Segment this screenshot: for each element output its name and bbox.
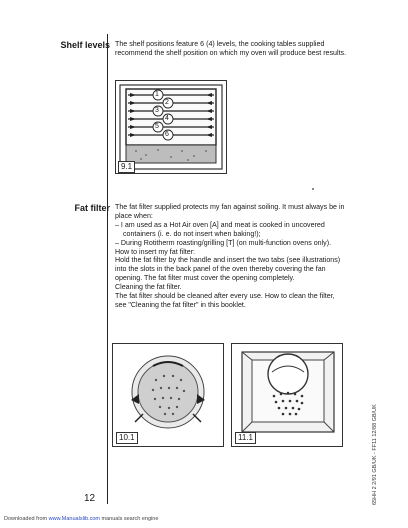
fat-filter-intro: The fat filter supplied protects my fan against soiling. It must always be in place when: <box>115 203 345 220</box>
shelf-levels-heading: Shelf levels <box>60 40 110 50</box>
fat-filter-bullet-1: – I am used as a Hot Air oven [A] and meat is cooked in uncovered containers (i. e. do not insert when baking!); <box>115 220 325 238</box>
footer-link[interactable]: www.Manualslib.com <box>48 516 100 522</box>
level-6-label: 6 <box>165 131 169 138</box>
figure-9-1-label: 9.1 <box>118 161 135 173</box>
fat-filter-illustration <box>113 344 223 446</box>
level-4-label: 4 <box>165 115 169 122</box>
level-5-label: 5 <box>155 123 159 130</box>
shelf-levels-paragraph: The shelf positions feature 6 (4) levels, the cooking tables supplied recommend the shelf position on which my oven will produce best results. <box>115 40 347 57</box>
figure-10-1-label: 10.1 <box>116 432 138 444</box>
speck <box>312 188 314 190</box>
fat-filter-text <box>115 203 347 310</box>
footer-prefix: Downloaded from <box>4 516 49 522</box>
shelf-levels-figure <box>115 80 227 174</box>
shelf-levels-text <box>115 40 347 58</box>
level-3-label: 3 <box>155 107 159 114</box>
download-footer <box>4 516 158 522</box>
column-divider <box>107 34 108 504</box>
level-markers <box>116 81 226 173</box>
level-1-label: 1 <box>155 91 159 98</box>
level-2-label: 2 <box>165 99 169 106</box>
cleaning-text: The fat filter should be cleaned after every use. How to clean the filter, see "Cleaning the fat filter" in this booklet. <box>115 292 335 309</box>
oven-with-filter-illustration <box>232 344 342 446</box>
figure-11-1-label: 11.1 <box>235 432 256 444</box>
fat-filter-bullet-2: – During Rotitherm roasting/grilling [T] (on multi-function ovens only). <box>115 238 332 247</box>
cleaning-heading: Cleaning the fat filter. <box>115 283 182 292</box>
how-to-insert-text: Hold the fat filter by the handle and insert the two tabs (see illustrations) into the slots in the back panel of the oven thereby covering the fan opening. The fat filter must cover the opening completely. <box>115 256 341 283</box>
how-to-insert-heading: How to insert my fat filter: <box>115 247 196 256</box>
side-document-code: 65HH 2 2/91 GB/UK - FF11 12/88 GB/UK <box>372 404 378 505</box>
footer-suffix: manuals search engine <box>100 516 159 522</box>
page-number: 12 <box>84 493 96 504</box>
figure-10-1 <box>112 343 224 447</box>
fat-filter-heading: Fat filter <box>74 203 110 213</box>
figure-11-1 <box>231 343 343 447</box>
